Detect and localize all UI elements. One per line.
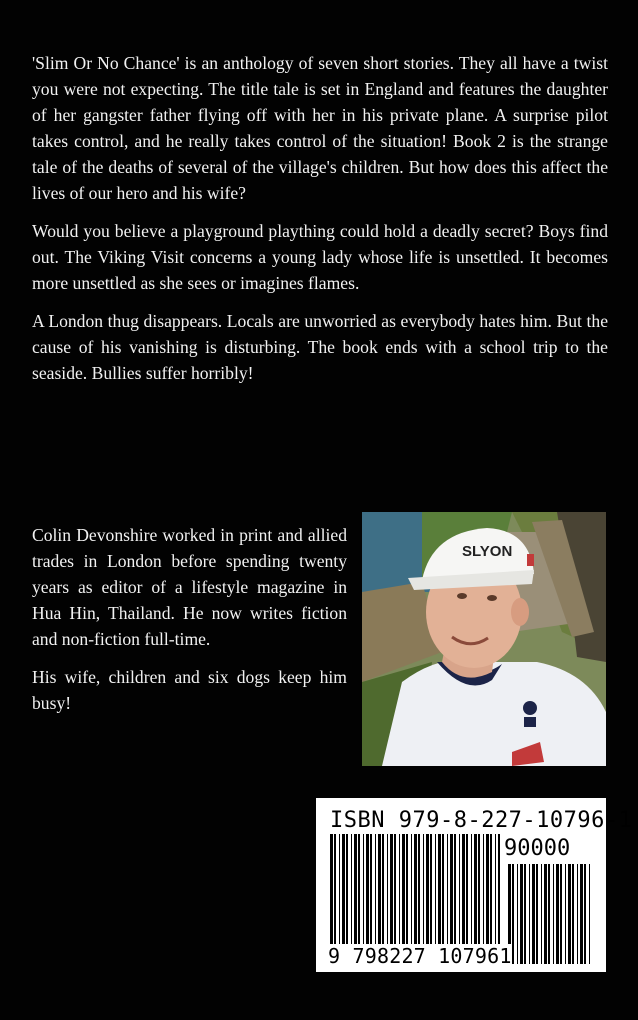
barcode-bar — [577, 864, 578, 964]
blurb-paragraph-3: A London thug disappears. Locals are unworried as everybody hates him. But the cause of his vanishing is disturbing. The book ends with a school trip to the seaside. Bullies suffer horribly! — [32, 311, 608, 383]
author-photo-illustration — [362, 512, 606, 766]
author-photo — [362, 512, 606, 766]
author-bio — [32, 522, 347, 728]
barcode-bar — [553, 864, 554, 964]
barcode-bar — [520, 864, 523, 964]
isbn-addon-label: 90000 — [504, 836, 571, 861]
barcode-bar — [541, 864, 542, 964]
isbn-label: ISBN 979-8-227-10796-1 — [330, 808, 633, 833]
barcode-bar — [529, 864, 530, 964]
barcode-bar — [544, 864, 547, 964]
barcode-bar — [572, 864, 574, 964]
back-cover-blurb — [32, 50, 608, 398]
barcode-bar — [524, 864, 526, 964]
barcode-bar — [548, 864, 550, 964]
barcode-bar — [589, 864, 590, 964]
barcode-bar — [580, 864, 583, 964]
barcode-bar — [512, 864, 514, 964]
ean-digits: 9 798227 107961 — [328, 944, 512, 968]
cap-logo-text: SLYON — [462, 543, 513, 560]
isbn-barcode — [316, 798, 633, 972]
barcode-bar — [584, 864, 586, 964]
author-bio-paragraph-1: Colin Devonshire worked in print and allied trades in London before spending twenty years as editor of a lifestyle magazine in Hua Hin, Thailand. He now writes fiction and non-fiction full-time. — [32, 525, 347, 649]
barcode-bar — [532, 864, 535, 964]
blurb-paragraph-2: Would you believe a playground plaything could hold a deadly secret? Boys find out. The Viking Visit concerns a young lady whose life is unsettled. It becomes more unsettled as she sees or imagines flames. — [32, 221, 608, 293]
barcode-bar — [517, 864, 518, 964]
blurb-paragraph-1: 'Slim Or No Chance' is an anthology of seven short stories. They all have a twist you were not expecting. The title tale is set in England and features the daughter of her gangster father flying off with her in his private plane. A surprise pilot takes control, and he really takes control of the situation! Book 2 is the strange tale of the deaths of several of the village's children. But how does this affect the lives of our hero and his wife? — [32, 53, 608, 203]
barcode-bar — [536, 864, 538, 964]
author-bio-paragraph-2: His wife, children and six dogs keep him busy! — [32, 667, 347, 713]
barcode-bar — [556, 864, 559, 964]
barcode-bar — [560, 864, 562, 964]
barcode-bar — [568, 864, 571, 964]
barcode-bar — [565, 864, 566, 964]
